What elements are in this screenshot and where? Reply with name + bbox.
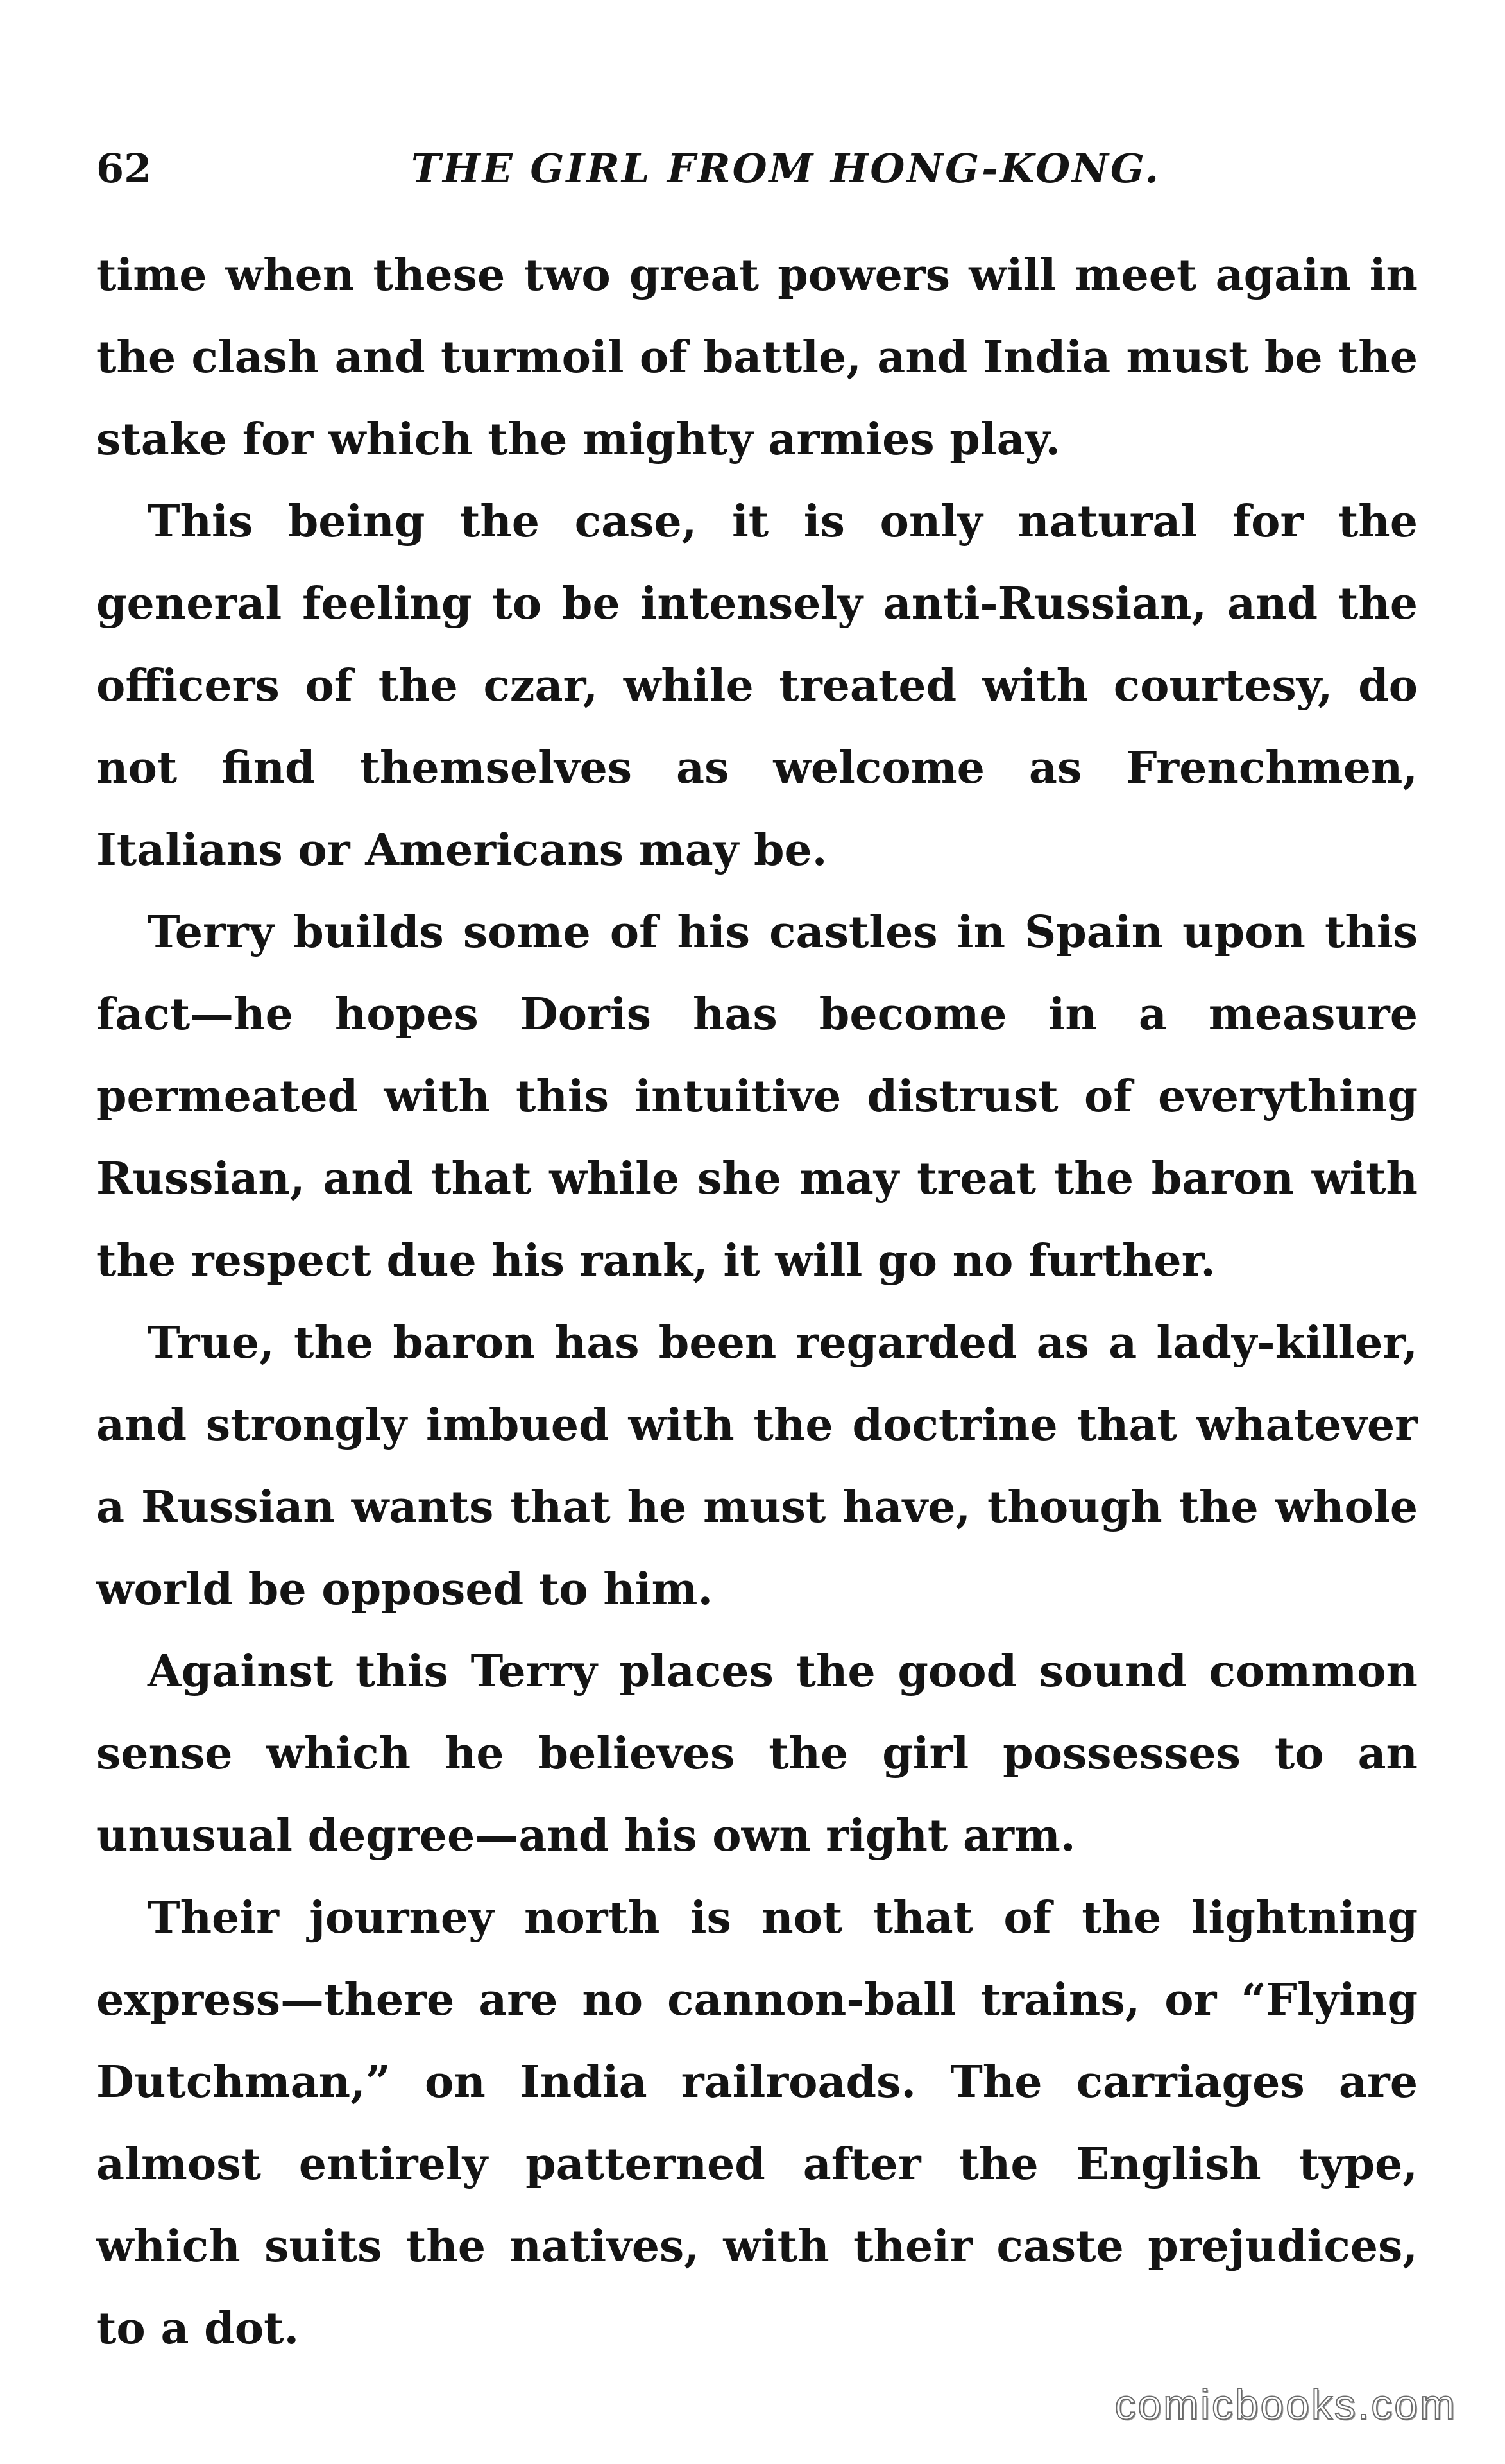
running-title: THE GIRL FROM HONG-KONG. — [411, 145, 1161, 192]
paragraph-journey-north: Their journey north is not that of the lightning express—there are no cannon-ball trains, or “Flying Dutchman,” on India railroads. The carriages are almost entirely patterned after the English type, which suits the natives, with their caste prejudices, to a dot. — [96, 1892, 1418, 2354]
paragraph-common-sense: Against this Terry places the good sound common sense which he believes the girl possesses to an unusual degree—and his own right arm. — [96, 1646, 1418, 1861]
page-number: 62 — [96, 145, 152, 192]
running-head — [96, 140, 1418, 198]
paragraph-lady-killer: True, the baron has been regarded as a lady-killer, and strongly imbued with the doctrine that whatever a Russian wants that he must have, though the whole world be opposed to him. — [96, 1317, 1418, 1615]
paragraph-general-feeling: This being the case, it is only natural for the general feeling to be intensely anti-Russian, and the officers of the czar, while treated with courtesy, do not find themselves as welcome as Frenchmen, Italians or Americans may be. — [96, 496, 1418, 876]
paragraph-castles-in-spain: Terry builds some of his castles in Spain upon this fact—he hopes Doris has become in a measure permeated with this intuitive distrust of everything Russian, and that while she may treat the baron with the respect due his rank, it will go no further. — [96, 907, 1418, 1287]
watermark-logo: comicbooks.com — [1114, 2381, 1457, 2428]
paragraph-continuation: time when these two great powers will meet again in the clash and turmoil of battle, and India must be the stake for which the mighty armies play. — [96, 250, 1418, 465]
body-text — [96, 234, 1418, 2370]
